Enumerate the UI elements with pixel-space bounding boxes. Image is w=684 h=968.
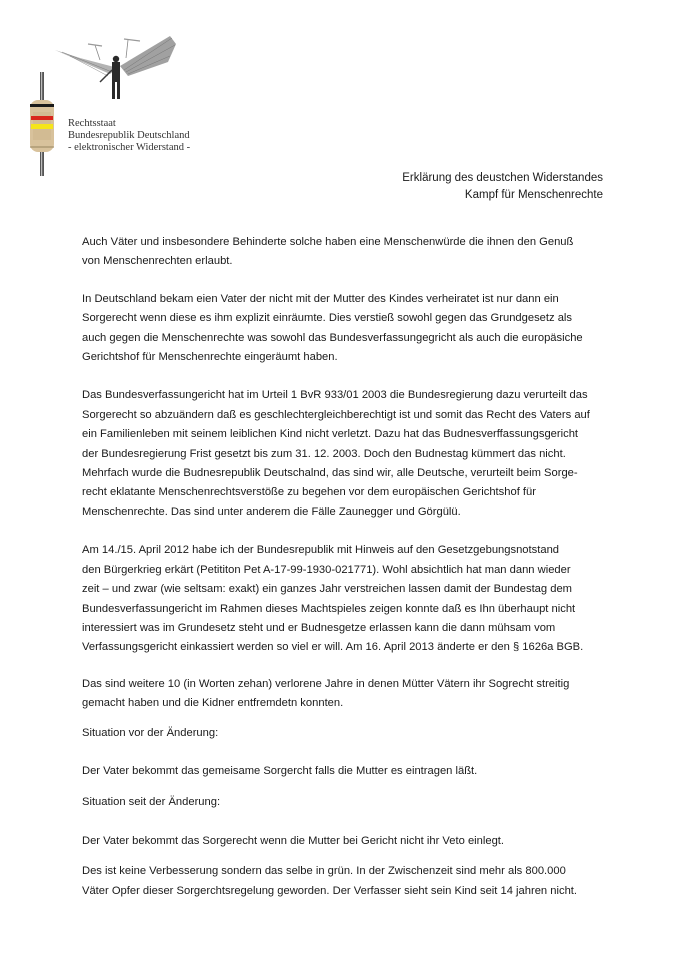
glider-photo-icon [52,18,180,102]
title-line-2: Kampf für Menschenrechte [464,189,603,201]
letterhead-line-3: - elektronischer Widerstand - [68,142,191,154]
paragraph-3 [82,386,642,522]
text-line: Am 14./15. April 2012 habe ich der Bundesrepublik mit Hinweis auf den Gesetzgebungsnotstand [82,544,560,557]
letterhead-line-1: Rechtsstaat [68,118,116,129]
text-line: Das sind weitere 10 (in Worten zehan) verlorene Jahre in denen Mütter Vätern ihr Sogrecht streitig [82,677,570,690]
text-line: In Deutschland bekam eien Vater der nicht mit der Mutter des Kindes verheiratet ist nur dann ein [82,292,559,305]
text-line: interessiert was im Grundesetz steht und er Budnesgetze erlassen kann die dann mühsam vom [82,621,556,634]
paragraph-6 [82,724,642,743]
resistor-icon [30,72,54,176]
text-line: gemacht haben und die Kidner entfremdetn konnten. [82,697,344,710]
text-line: Situation seit der Änderung: [82,796,221,809]
paragraph-7 [82,762,642,781]
text-line: auch gegen die Menschenrechte was sowohl das Bundesverfassungegricht als auch die europäsiche [82,331,583,344]
text-line: von Menschenrechten erlaubt. [82,255,233,268]
letterhead-line-2: Bundesrepublik Deutschland [68,130,190,142]
paragraph-5 [82,675,642,714]
text-line: Mehrfach wurde die Budnesrepublik Deutschalnd, das sind wir, alle Deutsche, verurteilt beim Sorge- [82,467,578,480]
letterhead-text [68,118,190,155]
text-line: Bundesverfassungericht im Rahmen dieses Machtspieles zeigen konnte daß es Ihn überhaupt nicht [82,602,576,615]
paragraph-10 [82,862,642,901]
text-line: zeit – und zwar (wie seltsam: exakt) ein ganzes Jahr verstreichen lassen damit der Bundestag dem [82,583,572,596]
paragraph-9 [82,832,642,851]
text-line: ein Familienleben mit seinem leiblichen Kind nicht verletzt. Dazu hat das Budnesverffassungsgericht [82,428,579,441]
paragraph-8 [82,793,642,812]
text-line: Menschenrechte. Das sind unter anderem die Fälle Zaunegger und Görgülü. [82,505,461,518]
text-line: den Bürgerkrieg erkärt (Petititon Pet A-17-99-1930-021771). Wohl absichtlich hat man dann wieder [82,563,571,576]
letterhead-logo [0,0,260,180]
text-line: Situation vor der Änderung: [82,726,219,739]
paragraph-1 [82,233,642,272]
text-line: Auch Väter und insbesondere Behinderte solche haben eine Menschenwürde die ihnen den Genuß [82,236,574,248]
text-line: Sorgerecht wenn diese es ihm explizit einräumte. Dies verstieß sowohl gegen das Grundgesetz als [82,312,573,325]
text-line: Sorgerecht so abzuändern daß es geschlechtergleichberechtigt ist und somit das Recht des Vaters auf [82,408,590,421]
document-title [402,170,603,204]
text-line: Der Vater bekommt das gemeisame Sorgercht falls die Mutter es eintragen läßt. [82,764,478,777]
text-line: Verfassungsgericht einkassiert werden so viel er will. Am 16. April 2013 änderte er den § 1626a BGB. [82,641,584,654]
paragraph-2 [82,290,642,368]
text-line: recht eklatante Menschenrechtsverstöße zu begehen vor dem europäischen Gerichtshof für [82,486,536,499]
document-body [82,233,642,901]
text-line: der Bundesregierung Frist gesetzt bis zum 31. 12. 2003. Doch den Budnestag kümmert das nicht. [82,447,566,460]
text-line: Gerichtshof für Menschenrechte eingeräumt haben. [82,351,338,364]
text-line: Des ist keine Verbesserung sondern das selbe in grün. In der Zwischenzeit sind mehr als 800.000 [82,865,566,878]
text-line: Das Bundesverfassungericht hat im Urteil 1 BvR 933/01 2003 die Bundesregierung dazu verurteilt das [82,389,588,402]
paragraph-4 [82,541,642,657]
text-line: Der Vater bekommt das Sorgerecht wenn die Mutter bei Gericht nicht ihr Veto einlegt. [82,834,505,847]
title-line-1: Erklärung des deustchen Widerstandes [402,172,603,184]
text-line: Väter Opfer dieser Sorgerchtsregelung geworden. Der Verfasser sieht sein Kind seit 14 jahren nicht. [82,884,578,897]
